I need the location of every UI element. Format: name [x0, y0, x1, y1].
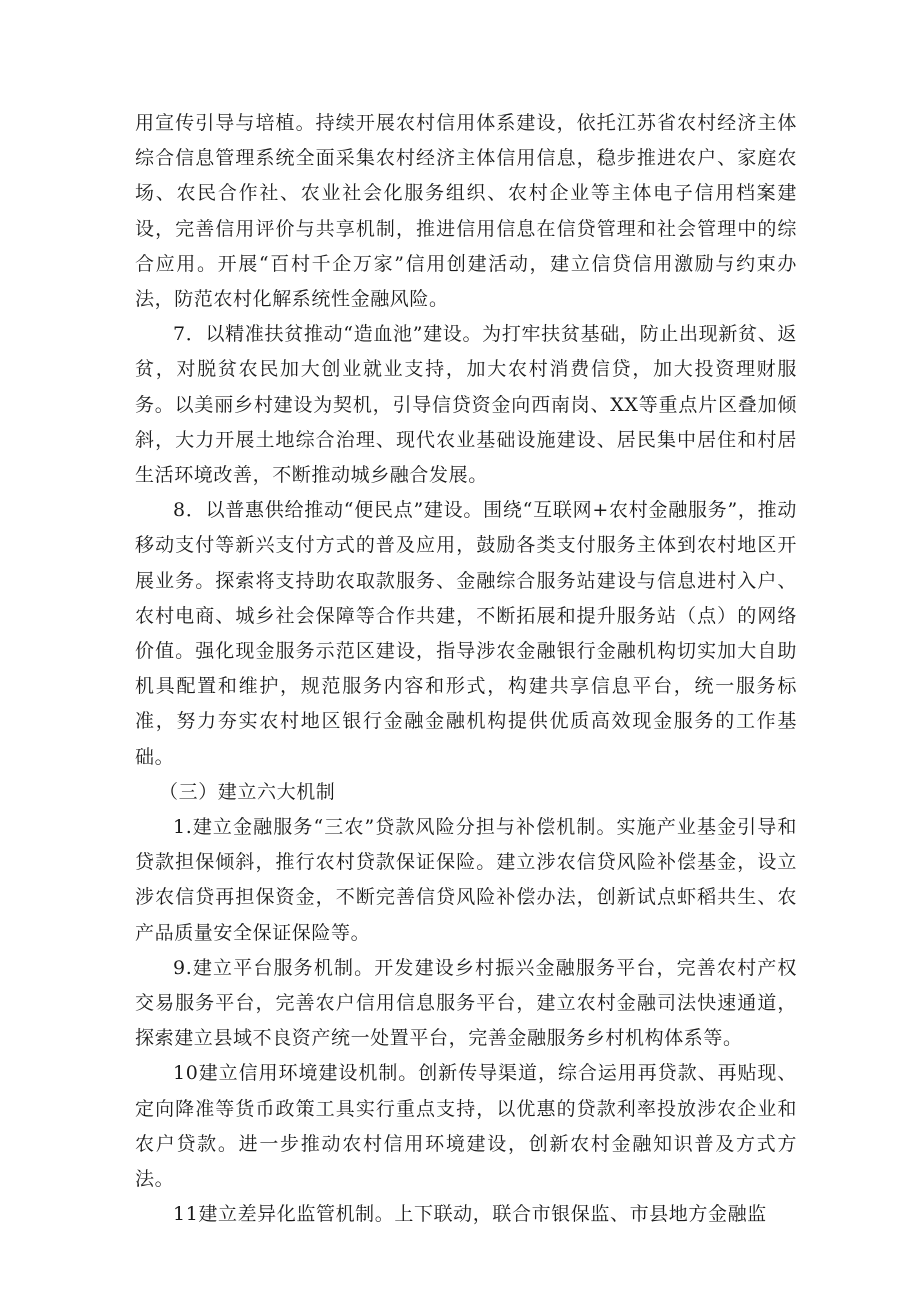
paragraph-credit-system: 用宣传引导与培植。持续开展农村信用体系建设，依托江苏省农村经济主体综合信息管理系统全面采集农村经济主体信用信息，稳步推进农户、家庭农场、农民合作社、农业社会化服务组织、农村企业等主体电子信用档案建设，完善信用评价与共享机制，推进信用信息在信贷管理和社会管理中的综合应用。开展“百村千企万家”信用创建活动，建立信贷信用激励与约束办法，防范农村化解系统性金融风险。 [135, 112, 797, 311]
document-body [135, 106, 797, 1233]
paragraph-item-8: 8．以普惠供给推动“便民点”建设。围绕“互联网+农村金融服务”，推动移动支付等新兴支付方式的普及应用，鼓励各类支付服务主体到农村地区开展业务。探索将支持助农取款服务、金融综合服务站建设与信息进村入户、农村电商、城乡社会保障等合作共建，不断拓展和提升服务站（点）的网络价值。强化现金服务示范区建设，指导涉农金融银行金融机构切实加大自助机具配置和维护，规范服务内容和形式，构建共享信息平台，统一服务标准，努力夯实农村地区银行金融金融机构提供优质高效现金服务的工作基础。 [135, 499, 797, 768]
section-heading-three: （三）建立六大机制 [159, 780, 336, 803]
paragraph-item-11: 11建立差异化监管机制。上下联动，联合市银保监、市县地方金融监 [173, 1203, 767, 1226]
paragraph-item-10: 10建立信用环境建设机制。创新传导渠道，综合运用再贷款、再贴现、定向降准等货币政策工具实行重点支持，以优惠的贷款利率投放涉农企业和农户贷款。进一步推动农村信用环境建设，创新农村金融知识普及方式方法。 [135, 1062, 797, 1191]
paragraph-item-7: 7．以精准扶贫推动“造血池”建设。为打牢扶贫基础，防止出现新贫、返贫，对脱贫农民加大创业就业支持，加大农村消费信贷，加大投资理财服务。以美丽乡村建设为契机，引导信贷资金向西南岗、XX等重点片区叠加倾斜，大力开展土地综合治理、现代农业基础设施建设、居民集中居住和村居生活环境改善，不断推动城乡融合发展。 [135, 323, 797, 487]
paragraph-item-9: 9.建立平台服务机制。开发建设乡村振兴金融服务平台，完善农村产权交易服务平台，完善农户信用信息服务平台，建立农村金融司法快速通道，探索建立县域不良资产统一处置平台，完善金融服务乡村机构体系等。 [135, 956, 797, 1050]
paragraph-item-1: 1.建立金融服务“三农”贷款风险分担与补偿机制。实施产业基金引导和贷款担保倾斜，推行农村贷款保证保险。建立涉农信贷风险补偿基金，设立涉农信贷再担保资金，不断完善信贷风险补偿办法，创新试点虾稻共生、农产品质量安全保证保险等。 [135, 816, 797, 944]
